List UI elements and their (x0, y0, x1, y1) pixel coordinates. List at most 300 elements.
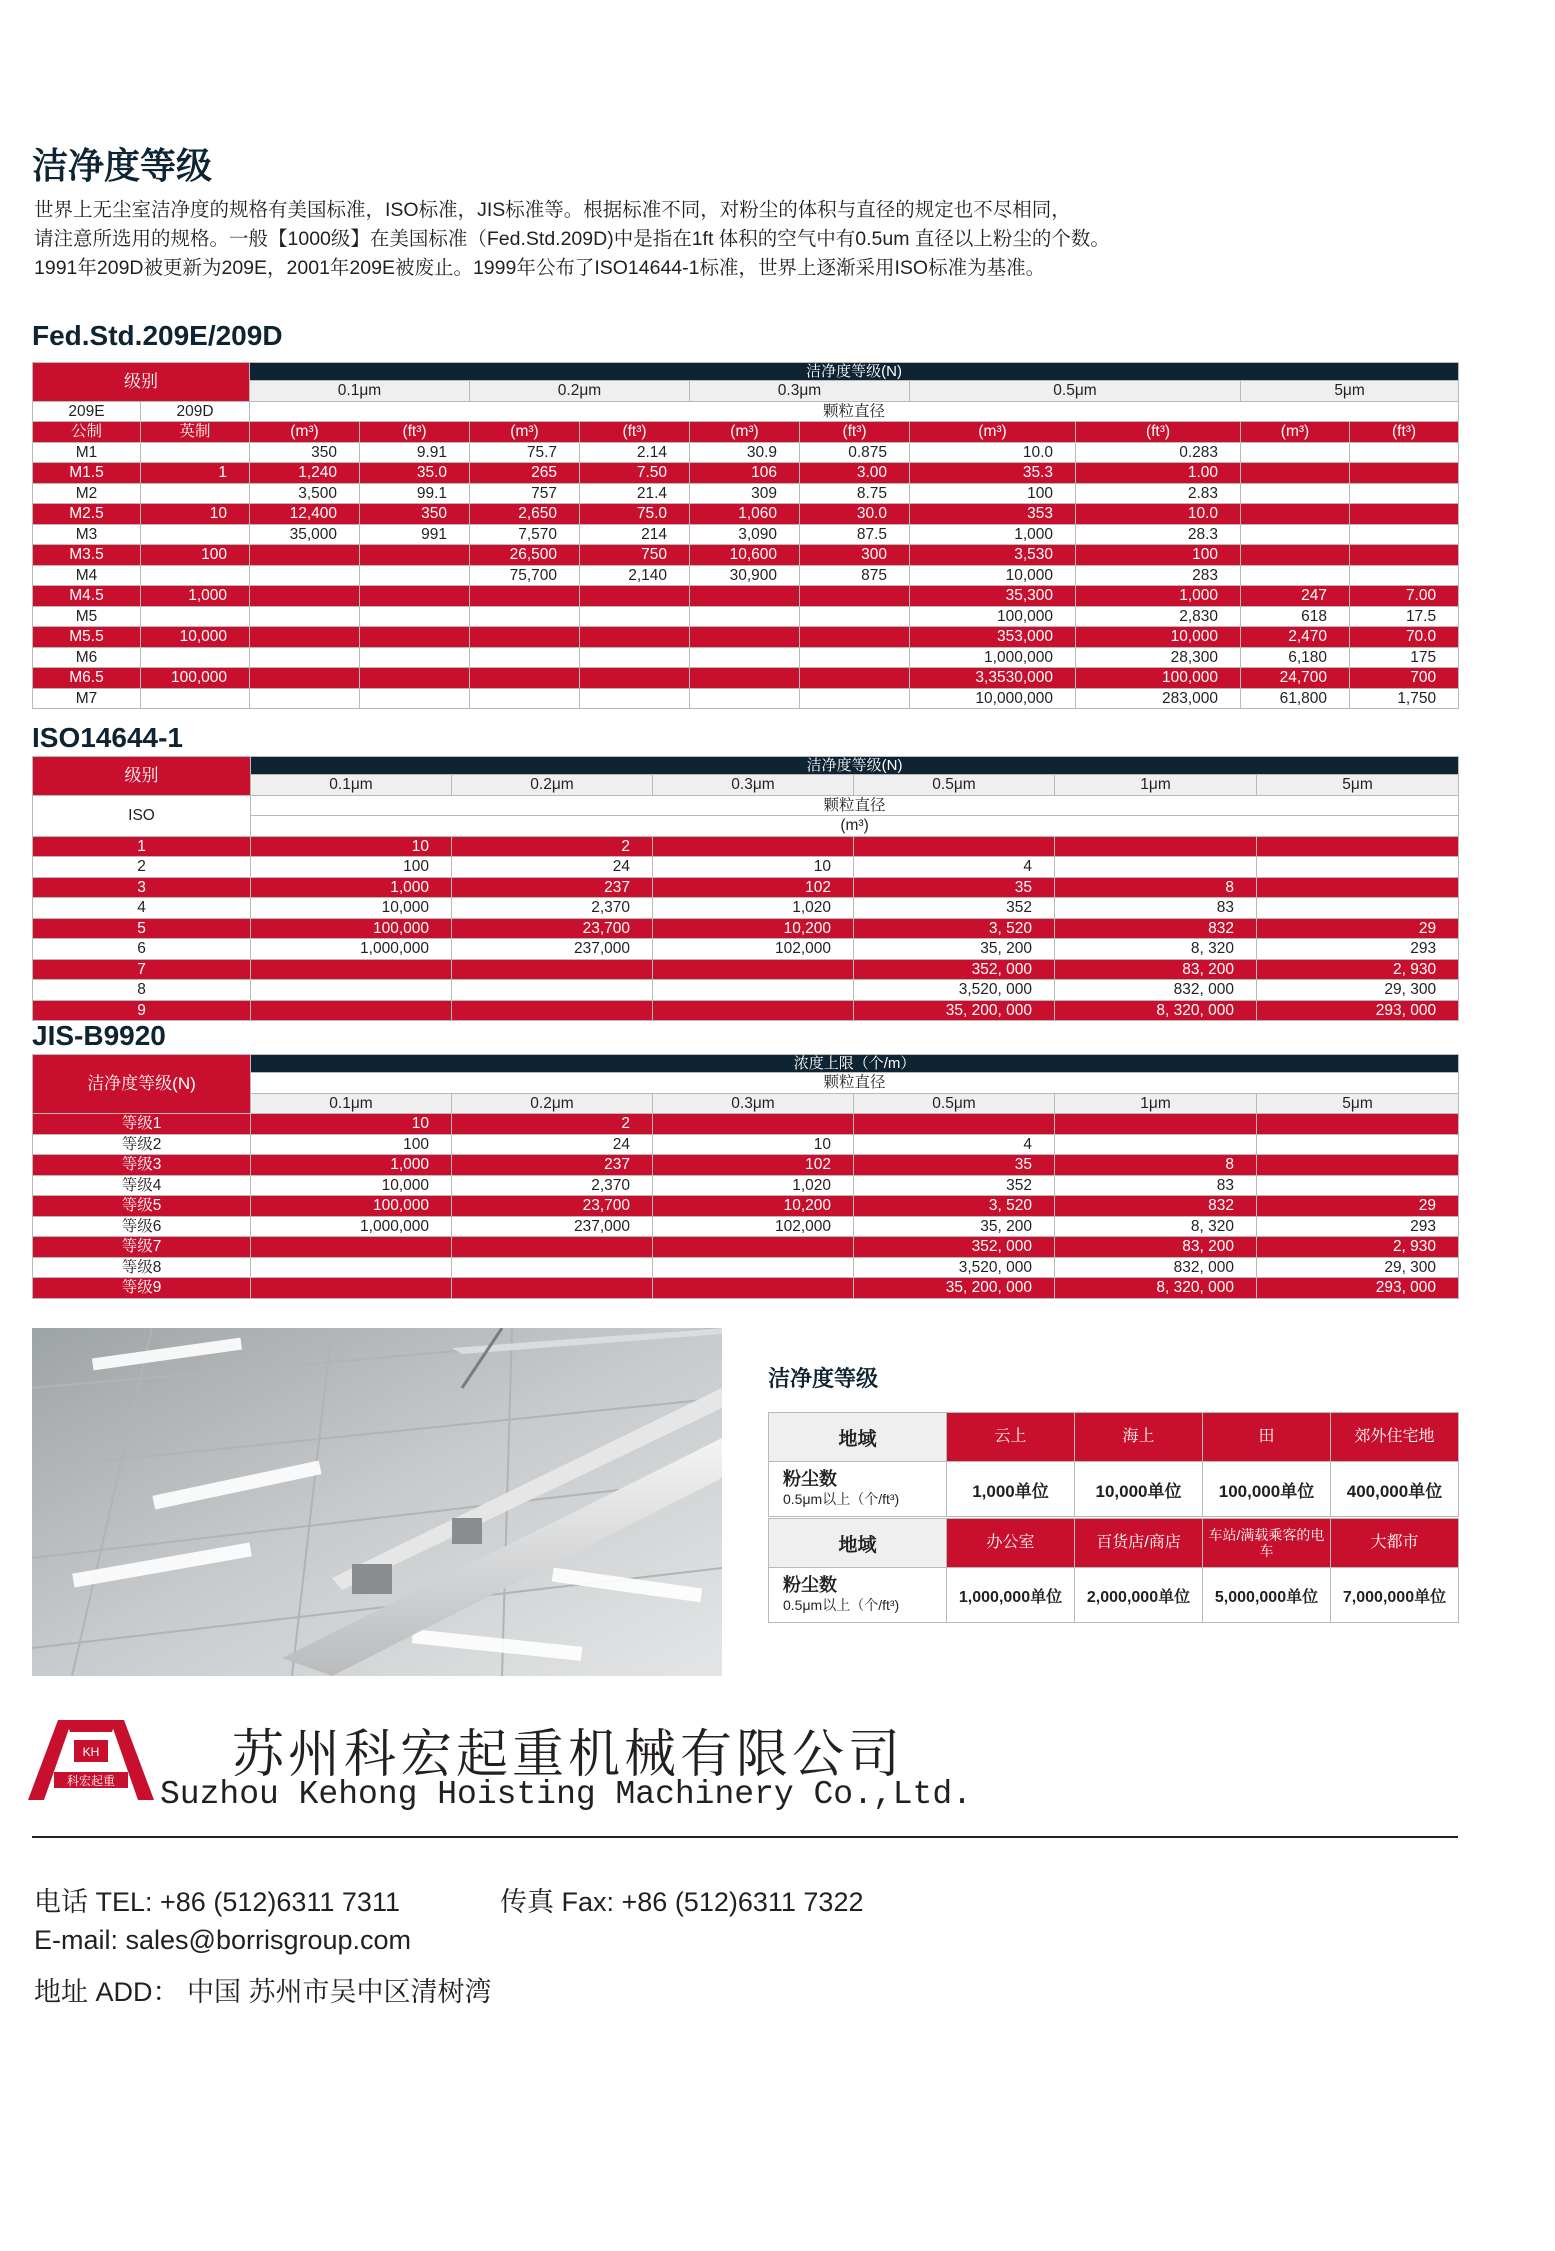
jis-value-cell: 29, 300 (1257, 1257, 1459, 1278)
fed-value-cell (360, 647, 470, 668)
jis-row (33, 1175, 1459, 1196)
fed-value-cell (250, 627, 360, 648)
fed-class-cell: M7 (33, 688, 141, 709)
jis-value-cell: 832 (1055, 1196, 1257, 1217)
fed-row (33, 688, 1459, 709)
iso-value-cell (452, 980, 653, 1001)
jis-row (33, 1278, 1459, 1299)
fed-value-cell: 100,000 (1076, 668, 1241, 689)
jis-value-cell: 832, 000 (1055, 1257, 1257, 1278)
fed-value-cell: 10,000,000 (910, 688, 1076, 709)
page-title: 洁净度等级 (32, 145, 213, 186)
fed-unit-cell: (m³) (1241, 422, 1350, 443)
intro-text (34, 196, 1110, 283)
fed-value-cell: 28.3 (1076, 524, 1241, 545)
jis-value-cell: 8, 320 (1055, 1216, 1257, 1237)
intro-line: 世界上无尘室洁净度的规格有美国标准，ISO标准，JIS标准等。根据标准不同，对粉尘的体积与直径的规定也不尽相同， (34, 199, 1071, 221)
jis-size-header: 5μm (1257, 1093, 1459, 1114)
fed-value-cell (1241, 524, 1350, 545)
fed-value-cell (141, 647, 250, 668)
dust-label-text: 粉尘数 (783, 1575, 837, 1595)
jis-value-cell: 35 (854, 1155, 1055, 1176)
fed-value-cell: 7.50 (580, 463, 690, 484)
fed-value-cell (360, 668, 470, 689)
iso-size-header: 5μm (1257, 775, 1459, 796)
fed-value-cell (580, 627, 690, 648)
fed-value-cell (690, 668, 800, 689)
fed-class-cell: M3.5 (33, 545, 141, 566)
region-cell: 车站/满载乘客的电车 (1203, 1519, 1331, 1568)
fed-value-cell (1350, 483, 1459, 504)
iso-particle-label: 颗粒直径 (251, 795, 1459, 816)
iso-value-cell (251, 1000, 452, 1021)
iso-class-cell: 1 (33, 836, 251, 857)
fed-value-cell: 265 (470, 463, 580, 484)
fed-value-cell: 17.5 (1350, 606, 1459, 627)
email[interactable]: E-mail: sales@borrisgroup.com (34, 1925, 412, 1955)
fed-value-cell: 10 (141, 504, 250, 525)
dust-label (769, 1462, 947, 1517)
fed-row (33, 606, 1459, 627)
cleanroom-crane-photo (32, 1328, 722, 1676)
iso-class-cell: 5 (33, 918, 251, 939)
jis-class-cell: 等级7 (33, 1237, 251, 1258)
fed-value-cell: 30.0 (800, 504, 910, 525)
fed-value-cell: 10,600 (690, 545, 800, 566)
dust-value: 2,000,000单位 (1075, 1568, 1203, 1623)
fed-value-cell (800, 647, 910, 668)
jis-size-header: 0.3μm (653, 1093, 854, 1114)
region-cell: 百货店/商店 (1075, 1519, 1203, 1568)
fed-value-cell: 247 (1241, 586, 1350, 607)
fed-value-cell: 309 (690, 483, 800, 504)
fed-value-cell (690, 627, 800, 648)
jis-row (33, 1196, 1459, 1217)
fed-value-cell: 12,400 (250, 504, 360, 525)
fed-value-cell (141, 606, 250, 627)
jis-value-cell (1257, 1175, 1459, 1196)
fed-value-cell: 100 (1076, 545, 1241, 566)
fed-value-cell (141, 483, 250, 504)
iso-row (33, 877, 1459, 898)
iso-value-cell: 1,020 (653, 898, 854, 919)
iso-row (33, 939, 1459, 960)
jis-value-cell: 35, 200 (854, 1216, 1055, 1237)
fed-value-cell: 100 (141, 545, 250, 566)
fed-value-cell: 10.0 (1076, 504, 1241, 525)
fax: 传真 Fax: +86 (512)6311 7322 (500, 1887, 864, 1917)
fed-unit-cell: (m³) (470, 422, 580, 443)
fed-value-cell: 2.83 (1076, 483, 1241, 504)
fed-value-cell (250, 606, 360, 627)
jis-value-cell: 2, 930 (1257, 1237, 1459, 1258)
fed-value-cell: 3.00 (800, 463, 910, 484)
iso-value-cell (653, 1000, 854, 1021)
fed-particle-label: 颗粒直径 (250, 401, 1459, 422)
intro-line: 请注意所选用的规格。一般【1000级】在美国标准（Fed.Std.209D)中是指在1ft 体积的空气中有0.5um 直径以上粉尘的个数。 (34, 228, 1110, 250)
fed-value-cell: 3,090 (690, 524, 800, 545)
fed-class-cell: M5.5 (33, 627, 141, 648)
fed-class-cell: M3 (33, 524, 141, 545)
iso-value-cell: 8, 320, 000 (1055, 1000, 1257, 1021)
compare-table-1 (768, 1412, 1459, 1517)
fed-value-cell (800, 586, 910, 607)
dust-value: 5,000,000单位 (1203, 1568, 1331, 1623)
jis-class-cell: 等级8 (33, 1257, 251, 1278)
fed-value-cell (1350, 442, 1459, 463)
jis-section-title: JIS-B9920 (32, 1020, 166, 1051)
fed-value-cell (1241, 463, 1350, 484)
fed-value-cell: 283,000 (1076, 688, 1241, 709)
fed-value-cell: 30,900 (690, 565, 800, 586)
jis-value-cell: 293, 000 (1257, 1278, 1459, 1299)
fed-value-cell: 10,000 (1076, 627, 1241, 648)
compare-title: 洁净度等级 (768, 1366, 879, 1391)
iso-value-cell (1257, 877, 1459, 898)
fed-value-cell (141, 524, 250, 545)
fed-value-cell: 10.0 (910, 442, 1076, 463)
fed-unit-cell: (ft³) (580, 422, 690, 443)
fed-value-cell (141, 565, 250, 586)
jis-value-cell (653, 1257, 854, 1278)
iso-value-cell (251, 980, 452, 1001)
fed-size-header: 0.2μm (470, 381, 690, 402)
fed-value-cell: 2,470 (1241, 627, 1350, 648)
fed-value-cell: 35,000 (250, 524, 360, 545)
iso-value-cell: 29, 300 (1257, 980, 1459, 1001)
fed-value-cell: 24,700 (1241, 668, 1350, 689)
fed-value-cell (360, 586, 470, 607)
fed-value-cell: 2,140 (580, 565, 690, 586)
iso-value-cell: 352, 000 (854, 959, 1055, 980)
jis-value-cell: 10 (653, 1134, 854, 1155)
iso-class-cell: 9 (33, 1000, 251, 1021)
iso-value-cell: 352 (854, 898, 1055, 919)
fed-cleanliness-header: 洁净度等级(N) (250, 363, 1459, 381)
fed-value-cell: 100 (910, 483, 1076, 504)
region-cell: 田 (1203, 1413, 1331, 1462)
jis-row (33, 1155, 1459, 1176)
region-label: 地域 (769, 1519, 947, 1568)
region-cell: 办公室 (947, 1519, 1075, 1568)
fed-value-cell: 300 (800, 545, 910, 566)
jis-value-cell: 83, 200 (1055, 1237, 1257, 1258)
iso-value-cell (452, 959, 653, 980)
jis-value-cell: 4 (854, 1134, 1055, 1155)
fed-value-cell: 1,750 (1350, 688, 1459, 709)
jis-value-cell: 100,000 (251, 1196, 452, 1217)
fed-value-cell: 10,000 (910, 565, 1076, 586)
region-cell: 云上 (947, 1413, 1075, 1462)
fed-value-cell: 75.7 (470, 442, 580, 463)
fed-row (33, 668, 1459, 689)
dust-label (769, 1568, 947, 1623)
fed-unit-cell: (m³) (910, 422, 1076, 443)
jis-particle-label: 颗粒直径 (251, 1073, 1459, 1094)
fed-class-cell: M6.5 (33, 668, 141, 689)
fed-value-cell (800, 688, 910, 709)
fed-value-cell (360, 606, 470, 627)
fed-class-cell: M2.5 (33, 504, 141, 525)
fed-value-cell: 353,000 (910, 627, 1076, 648)
footer-divider (32, 1836, 1458, 1838)
fed-unit-cell: 英制 (141, 422, 250, 443)
fed-value-cell: 35,300 (910, 586, 1076, 607)
dust-value: 400,000单位 (1331, 1462, 1459, 1517)
jis-value-cell (251, 1237, 452, 1258)
iso-class-cell: 4 (33, 898, 251, 919)
fed-value-cell: 1 (141, 463, 250, 484)
jis-size-header: 0.1μm (251, 1093, 452, 1114)
iso-value-cell: 102,000 (653, 939, 854, 960)
fed-row (33, 524, 1459, 545)
fed-value-cell (470, 668, 580, 689)
jis-class-cell: 等级3 (33, 1155, 251, 1176)
fed-row (33, 504, 1459, 525)
dust-label-text: 粉尘数 (783, 1469, 837, 1489)
iso-table (32, 756, 1459, 1021)
jis-value-cell (251, 1257, 452, 1278)
fed-value-cell: 35.3 (910, 463, 1076, 484)
fed-value-cell: 1,000 (1076, 586, 1241, 607)
fed-value-cell: 21.4 (580, 483, 690, 504)
tel: 电话 TEL: +86 (512)6311 7311 (34, 1887, 400, 1917)
fed-value-cell: 700 (1350, 668, 1459, 689)
fed-size-header: 0.3μm (690, 381, 910, 402)
fed-value-cell: 2,830 (1076, 606, 1241, 627)
fed-unit-cell: 公制 (33, 422, 141, 443)
jis-value-cell: 29 (1257, 1196, 1459, 1217)
fed-row (33, 463, 1459, 484)
iso-value-cell (653, 980, 854, 1001)
fed-value-cell (1350, 524, 1459, 545)
fed-value-cell (470, 647, 580, 668)
jis-class-cell: 等级6 (33, 1216, 251, 1237)
iso-value-cell: 35 (854, 877, 1055, 898)
iso-class-cell: 8 (33, 980, 251, 1001)
jis-class-header: 洁净度等级(N) (33, 1055, 251, 1114)
fed-row (33, 586, 1459, 607)
fed-value-cell: 1,240 (250, 463, 360, 484)
iso-row (33, 918, 1459, 939)
iso-value-cell: 100 (251, 857, 452, 878)
iso-value-cell: 8, 320 (1055, 939, 1257, 960)
iso-value-cell: 23,700 (452, 918, 653, 939)
fed-value-cell: 350 (360, 504, 470, 525)
fed-value-cell: 350 (250, 442, 360, 463)
company-logo (28, 1716, 154, 1806)
jis-value-cell (1055, 1114, 1257, 1135)
fed-value-cell: 7,570 (470, 524, 580, 545)
fed-size-header: 5μm (1241, 381, 1459, 402)
fed-value-cell: 75,700 (470, 565, 580, 586)
intro-line: 1991年209D被更新为209E，2001年209E被废止。1999年公布了ISO14644-1标准，世界上逐渐采用ISO标准为基准。 (34, 257, 1046, 279)
jis-class-cell: 等级5 (33, 1196, 251, 1217)
fed-value-cell (580, 668, 690, 689)
fed-value-cell (470, 688, 580, 709)
jis-row (33, 1216, 1459, 1237)
fed-value-cell (1350, 463, 1459, 484)
company-name-en: Suzhou Kehong Hoisting Machinery Co.,Ltd. (160, 1776, 972, 1813)
jis-value-cell (452, 1237, 653, 1258)
fed-value-cell: 1,060 (690, 504, 800, 525)
fed-value-cell: 100,000 (910, 606, 1076, 627)
fed-value-cell (470, 627, 580, 648)
fed-value-cell: 214 (580, 524, 690, 545)
fed-row (33, 647, 1459, 668)
iso-size-header: 0.3μm (653, 775, 854, 796)
iso-value-cell: 102 (653, 877, 854, 898)
iso-value-cell: 1,000 (251, 877, 452, 898)
jis-size-header: 1μm (1055, 1093, 1257, 1114)
jis-value-cell: 8 (1055, 1155, 1257, 1176)
fed-value-cell: 2,650 (470, 504, 580, 525)
iso-value-cell: 237 (452, 877, 653, 898)
iso-value-cell (251, 959, 452, 980)
fed-unit-cell: (ft³) (1076, 422, 1241, 443)
fed-size-header: 0.5μm (910, 381, 1241, 402)
iso-value-cell (1257, 836, 1459, 857)
iso-value-cell: 3,520, 000 (854, 980, 1055, 1001)
fed-value-cell (250, 647, 360, 668)
fed-value-cell (1241, 442, 1350, 463)
iso-value-cell (653, 959, 854, 980)
fed-class-cell: M4.5 (33, 586, 141, 607)
fed-unit-cell: (ft³) (800, 422, 910, 443)
fed-value-cell: 3,500 (250, 483, 360, 504)
fed-value-cell (250, 565, 360, 586)
jis-size-header: 0.2μm (452, 1093, 653, 1114)
fed-value-cell (1241, 565, 1350, 586)
fed-value-cell: 100,000 (141, 668, 250, 689)
fed-value-cell (360, 627, 470, 648)
jis-value-cell: 35, 200, 000 (854, 1278, 1055, 1299)
fed-value-cell (250, 586, 360, 607)
fed-value-cell (800, 668, 910, 689)
iso-section-title: ISO14644-1 (32, 722, 183, 753)
iso-size-header: 0.2μm (452, 775, 653, 796)
jis-value-cell (854, 1114, 1055, 1135)
jis-value-cell (1257, 1134, 1459, 1155)
iso-value-cell: 237,000 (452, 939, 653, 960)
fed-value-cell (141, 688, 250, 709)
fed-value-cell: 106 (690, 463, 800, 484)
jis-value-cell (653, 1278, 854, 1299)
fed-value-cell: 10,000 (141, 627, 250, 648)
fed-value-cell: 1,000,000 (910, 647, 1076, 668)
jis-row (33, 1134, 1459, 1155)
fed-value-cell: 175 (1350, 647, 1459, 668)
fed-unit-cell: (m³) (250, 422, 360, 443)
iso-value-cell: 35, 200, 000 (854, 1000, 1055, 1021)
iso-class-cell: 6 (33, 939, 251, 960)
iso-value-cell: 10 (653, 857, 854, 878)
iso-value-cell: 10 (251, 836, 452, 857)
iso-value-cell: 832 (1055, 918, 1257, 939)
fed-value-cell (360, 565, 470, 586)
iso-value-cell: 35, 200 (854, 939, 1055, 960)
iso-value-cell (1257, 898, 1459, 919)
fed-value-cell (580, 606, 690, 627)
jis-value-cell: 10,000 (251, 1175, 452, 1196)
fed-value-cell: 87.5 (800, 524, 910, 545)
iso-size-header: 1μm (1055, 775, 1257, 796)
iso-value-cell: 8 (1055, 877, 1257, 898)
fed-value-cell: 6,180 (1241, 647, 1350, 668)
fed-value-cell (470, 586, 580, 607)
iso-value-cell: 4 (854, 857, 1055, 878)
fed-value-cell: 9.91 (360, 442, 470, 463)
jis-value-cell: 10,200 (653, 1196, 854, 1217)
jis-value-cell: 1,000 (251, 1155, 452, 1176)
iso-cleanliness-header: 洁净度等级(N) (251, 757, 1459, 775)
fed-unit-cell: (m³) (690, 422, 800, 443)
region-label: 地域 (769, 1413, 947, 1462)
dust-sub-label: 0.5μm以上（个/ft³) (783, 1597, 900, 1613)
fed-value-cell: 75.0 (580, 504, 690, 525)
fed-value-cell: 30.9 (690, 442, 800, 463)
jis-value-cell (653, 1237, 854, 1258)
fed-value-cell (690, 586, 800, 607)
compare-table-2 (768, 1518, 1459, 1623)
fed-row (33, 483, 1459, 504)
fed-value-cell: 1.00 (1076, 463, 1241, 484)
iso-value-cell: 832, 000 (1055, 980, 1257, 1001)
fed-value-cell (250, 688, 360, 709)
fed-unit-cell: (ft³) (360, 422, 470, 443)
jis-value-cell: 102 (653, 1155, 854, 1176)
fed-value-cell: 61,800 (1241, 688, 1350, 709)
jis-value-cell: 2,370 (452, 1175, 653, 1196)
iso-value-cell (1055, 857, 1257, 878)
fed-value-cell (250, 545, 360, 566)
jis-value-cell: 1,000,000 (251, 1216, 452, 1237)
fed-value-cell: 1,000 (910, 524, 1076, 545)
fed-value-cell: 0.283 (1076, 442, 1241, 463)
fed-value-cell (141, 442, 250, 463)
iso-class-cell: 3 (33, 877, 251, 898)
iso-value-cell (452, 1000, 653, 1021)
jis-value-cell: 237 (452, 1155, 653, 1176)
jis-value-cell: 102,000 (653, 1216, 854, 1237)
jis-value-cell (1055, 1134, 1257, 1155)
fed-value-cell (580, 647, 690, 668)
fed-value-cell (690, 606, 800, 627)
dust-value: 10,000单位 (1075, 1462, 1203, 1517)
iso-value-cell (653, 836, 854, 857)
jis-row (33, 1114, 1459, 1135)
jis-value-cell (251, 1278, 452, 1299)
jis-table (32, 1054, 1459, 1299)
fed-row (33, 627, 1459, 648)
fed-value-cell: 875 (800, 565, 910, 586)
fed-value-cell (580, 586, 690, 607)
iso-value-cell: 293 (1257, 939, 1459, 960)
jis-value-cell (452, 1257, 653, 1278)
fed-value-cell (250, 668, 360, 689)
fed-value-cell: 353 (910, 504, 1076, 525)
dust-value: 1,000单位 (947, 1462, 1075, 1517)
jis-value-cell: 100 (251, 1134, 452, 1155)
jis-class-cell: 等级4 (33, 1175, 251, 1196)
fed-value-cell: 28,300 (1076, 647, 1241, 668)
fed-value-cell: 3,3530,000 (910, 668, 1076, 689)
dust-value: 100,000单位 (1203, 1462, 1331, 1517)
dust-value: 7,000,000单位 (1331, 1568, 1459, 1623)
dust-value: 1,000,000单位 (947, 1568, 1075, 1623)
fed-row (33, 565, 1459, 586)
fed-209e-header: 209E (33, 401, 141, 422)
